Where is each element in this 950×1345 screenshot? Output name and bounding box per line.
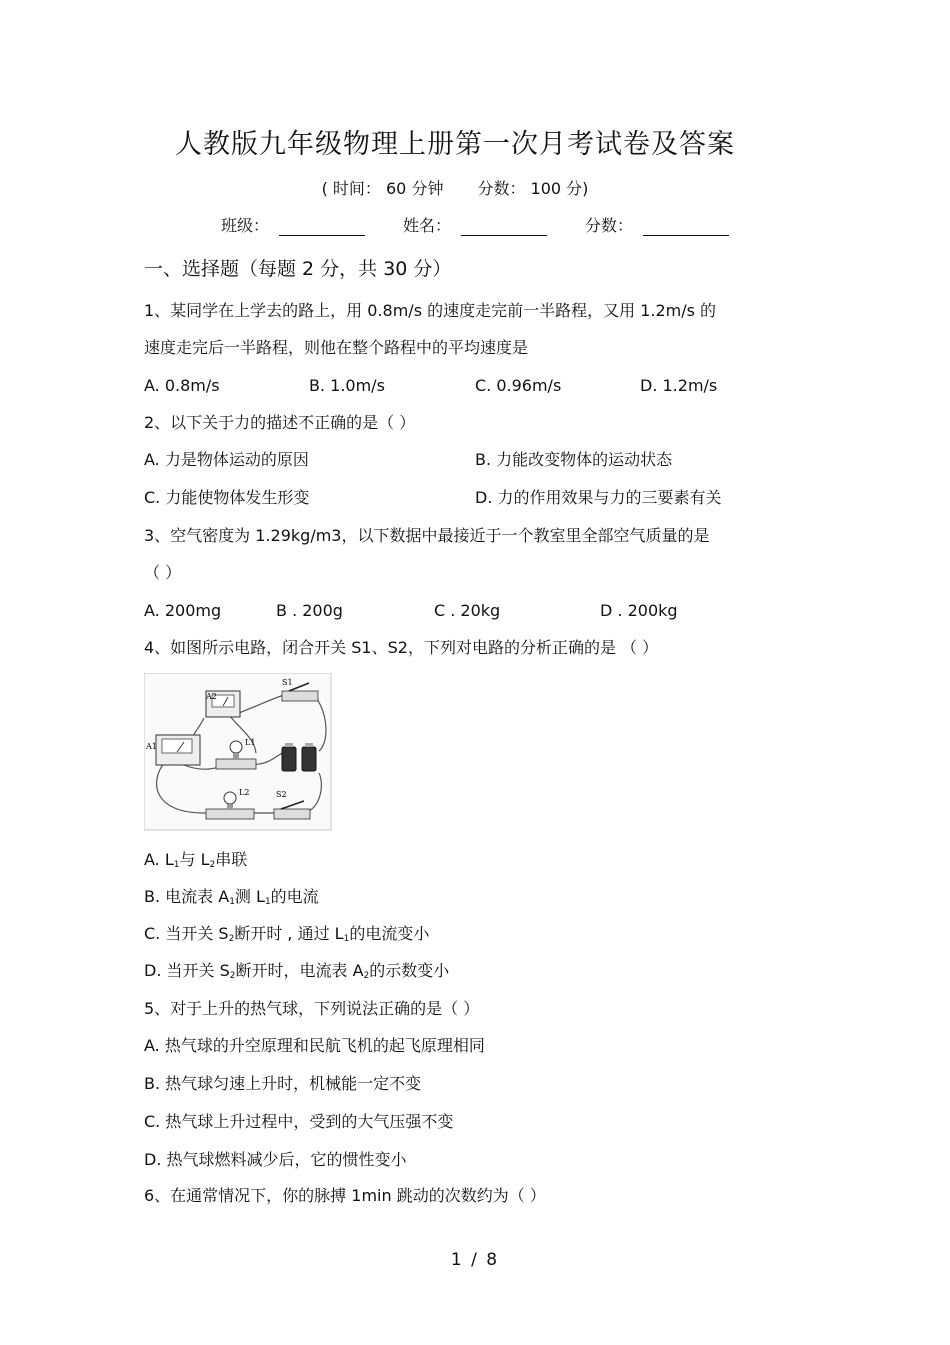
exam-meta bbox=[0, 176, 910, 199]
section-heading: 一、选择题（每题 2 分，共 30 分） bbox=[144, 258, 452, 280]
l2-label: L2 bbox=[239, 788, 250, 797]
name-label: 姓名： bbox=[403, 216, 452, 235]
q1-option-a[interactable]: A. 0.8m/s bbox=[144, 376, 220, 395]
q5-option-d[interactable]: D. 热气球燃料减少后，它的惯性变小 bbox=[144, 1150, 407, 1169]
s1-label: S1 bbox=[282, 678, 293, 687]
q3-option-d[interactable]: D . 200kg bbox=[600, 601, 678, 620]
name-field[interactable] bbox=[403, 213, 547, 236]
q3-option-a[interactable]: A. 200mg bbox=[144, 601, 222, 620]
q3-option-b[interactable]: B . 200g bbox=[276, 601, 343, 620]
time-text: ( 时间： 60 分钟 bbox=[321, 179, 444, 198]
q1-option-b[interactable]: B. 1.0m/s bbox=[309, 376, 385, 395]
score-field[interactable] bbox=[585, 213, 729, 236]
q5-stem: 5、对于上升的热气球，下列说法正确的是（ ） bbox=[144, 999, 480, 1018]
q1-stem-line1: 1、某同学在上学去的路上，用 0.8m/s 的速度走完前一半路程，又用 1.2m/s 的 bbox=[144, 301, 717, 320]
q2-stem: 2、以下关于力的描述不正确的是（ ） bbox=[144, 413, 416, 432]
a1-label: A1 bbox=[146, 742, 157, 751]
q2-option-d[interactable]: D. 力的作用效果与力的三要素有关 bbox=[475, 488, 722, 507]
circuit-figure bbox=[144, 673, 332, 831]
name-blank[interactable] bbox=[461, 217, 547, 236]
q2-option-b[interactable]: B. 力能改变物体的运动状态 bbox=[475, 450, 673, 469]
q5-option-a[interactable]: A. 热气球的升空原理和民航飞机的起飞原理相同 bbox=[144, 1036, 485, 1055]
q4-option-a[interactable]: A. $L_1$与 $L_2$串联 bbox=[144, 850, 248, 870]
q6-stem: 6、在通常情况下，你的脉搏 1min 跳动的次数约为（ ） bbox=[144, 1186, 546, 1205]
q5-option-b[interactable]: B. 热气球匀速上升时，机械能一定不变 bbox=[144, 1074, 422, 1093]
q1-stem-line2: 速度走完后一半路程，则他在整个路程中的平均速度是 bbox=[144, 338, 529, 357]
score-blank[interactable] bbox=[643, 217, 729, 236]
page-number: 1 / 8 bbox=[450, 1250, 500, 1270]
q4-option-b[interactable]: B. 电流表 $A_1$测 $L_1$的电流 bbox=[144, 887, 319, 907]
q4-option-c[interactable]: C. 当开关 $S_2$断开时 , 通过 $L_1$的电流变小 bbox=[144, 924, 430, 944]
q1-option-c[interactable]: C. 0.96m/s bbox=[475, 376, 562, 395]
ammeter-a2 bbox=[205, 691, 240, 717]
l1-label: L1 bbox=[245, 738, 256, 747]
score-label: 分数： bbox=[585, 216, 634, 235]
q3-option-c[interactable]: C . 20kg bbox=[434, 601, 501, 620]
total-score-text: 分数： 100 分) bbox=[477, 179, 589, 198]
a2-label: A2 bbox=[206, 692, 217, 701]
q2-option-c[interactable]: C. 力能使物体发生形变 bbox=[144, 488, 310, 507]
q3-stem-line1: 3、空气密度为 1.29kg/m3，以下数据中最接近于一个教室里全部空气质量的是 bbox=[144, 526, 710, 545]
s2-label: S2 bbox=[276, 790, 287, 799]
class-label: 班级： bbox=[221, 216, 270, 235]
class-blank[interactable] bbox=[279, 217, 365, 236]
q5-option-c[interactable]: C. 热气球上升过程中，受到的大气压强不变 bbox=[144, 1112, 454, 1131]
q4-option-d[interactable]: D. 当开关 $S_2$断开时，电流表 $A_2$的示数变小 bbox=[144, 961, 450, 981]
q3-stem-line2: （ ） bbox=[144, 563, 182, 582]
q4-stem: 4、如图所示电路，闭合开关 S1、S2，下列对电路的分析正确的是 （ ） bbox=[144, 638, 659, 657]
q1-option-d[interactable]: D. 1.2m/s bbox=[640, 376, 718, 395]
page-title: 人教版九年级物理上册第一次月考试卷及答案 bbox=[175, 129, 735, 160]
circuit-diagram bbox=[144, 673, 332, 831]
class-field[interactable] bbox=[221, 213, 365, 236]
q2-option-a[interactable]: A. 力是物体运动的原因 bbox=[144, 450, 309, 469]
